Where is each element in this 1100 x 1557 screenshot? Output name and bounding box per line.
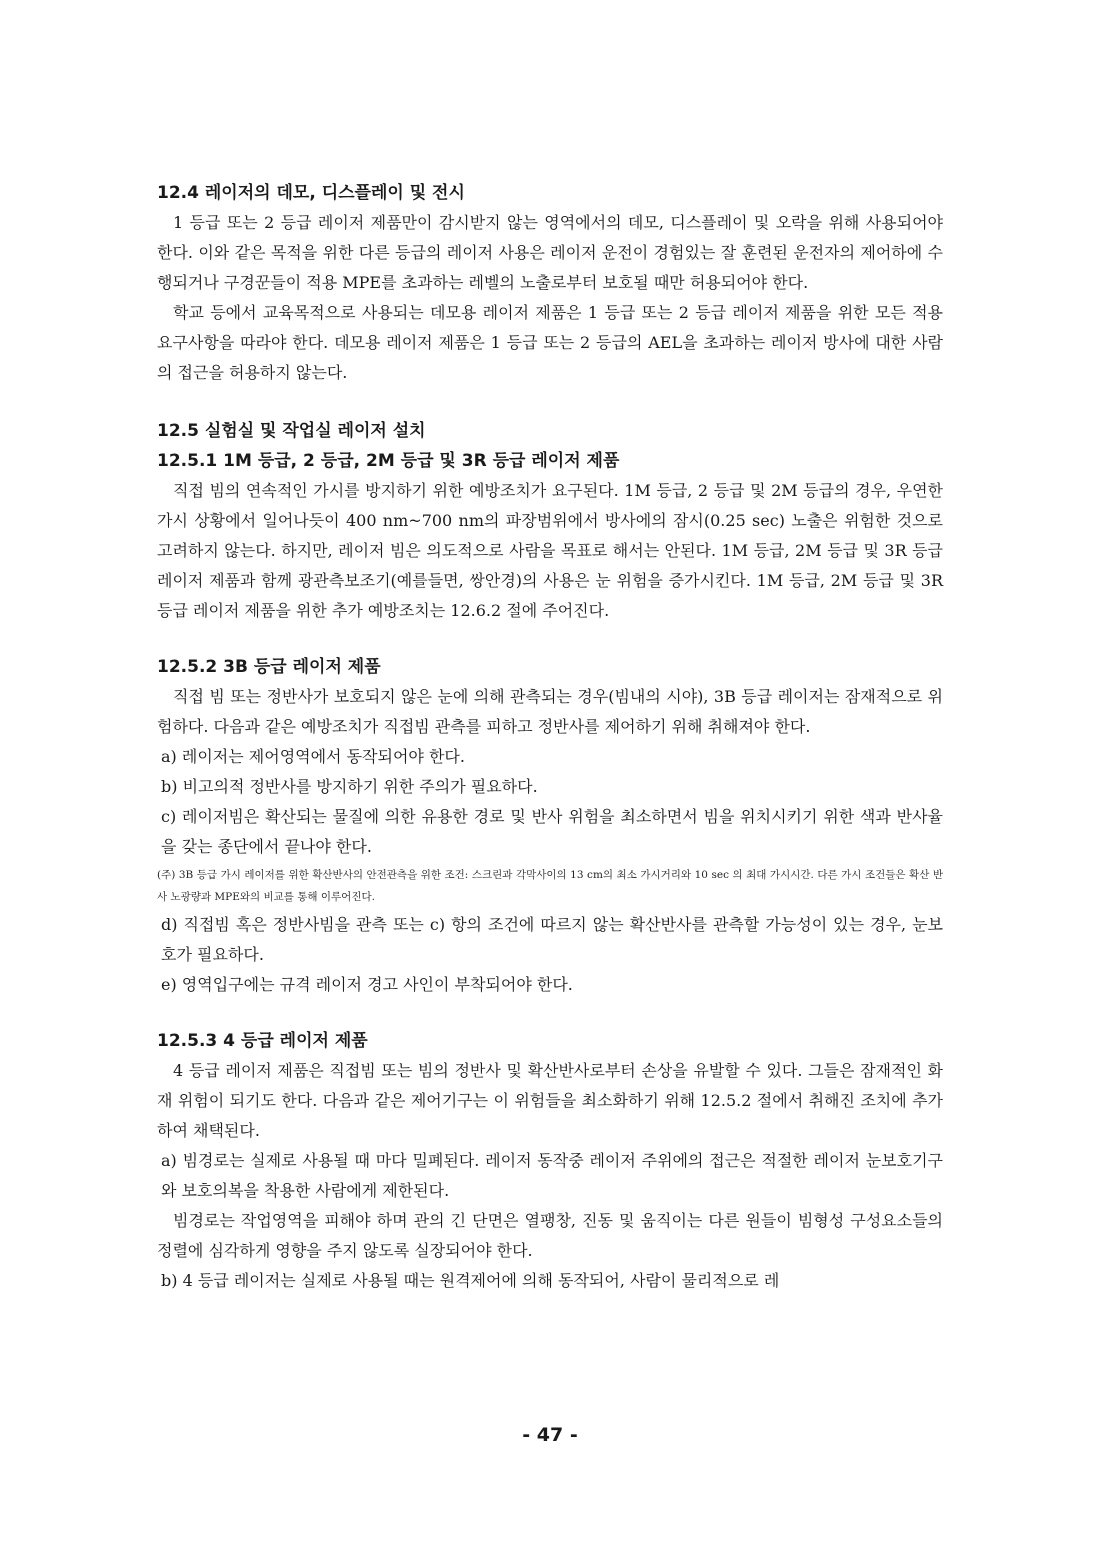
list-item: c) 레이저빔은 확산되는 물질에 의한 유용한 경로 및 반사 위험을 최소하면서 빔을 위치시키기 위한 색과 반사율을 갖는 종단에서 끝나야 한다. [161,807,943,856]
list-item: a) 레이저는 제어영역에서 동작되어야 한다. [161,747,465,766]
paragraph: 빔경로는 작업영역을 피해야 하며 관의 긴 단면은 열팽창, 진동 및 움직이는 다른 원들이 빔형성 구성요소들의 정렬에 심각하게 영향을 주지 않도록 실장되어야 한다. [157,1211,943,1260]
spacer [157,1000,943,1026]
document-body [157,178,943,1296]
list-item: b) 4 등급 레이저는 실제로 사용될 때는 원격제어에 의해 동작되어, 사람이 물리적으로 레 [161,1271,780,1290]
spacer [157,626,943,652]
list-item: d) 직접빔 혹은 정반사빔을 관측 또는 c) 항의 조건에 따르지 않는 확산반사를 관측할 가능성이 있는 경우, 눈보호가 필요하다. [161,915,943,964]
paragraph: 직접 빔 또는 정반사가 보호되지 않은 눈에 의해 관측되는 경우(빔내의 시야), 3B 등급 레이저는 잠재적으로 위험하다. 다음과 같은 예방조치가 직접빔 관측를 피하고 정반사를 제어하기 위해 취해져야 한다. [157,687,943,736]
paragraph: 학교 등에서 교육목적으로 사용되는 데모용 레이저 제품은 1 등급 또는 2 등급 레이저 제품을 위한 모든 적용 요구사항을 따라야 한다. 데모용 레이저 제품은 1 등급 또는 2 등급의 AEL을 초과하는 레이저 방사에 대한 사람의 접근을 허용하지 않는다. [157,303,943,382]
paragraph: 직접 빔의 연속적인 가시를 방지하기 위한 예방조치가 요구된다. 1M 등급, 2 등급 및 2M 등급의 경우, 우연한 가시 상황에서 일어나듯이 400 nm~700 nm의 파장범위에서 방사에의 잠시(0.25 sec) 노출은 위험한 것으로 고려하지 않는다. 하지만, 레이저 빔은 의도적으로 사람을 목표로 해서는 안된다. 1M 등급, 2M 등급 및 3R 등급 레이저 제품과 함께 광관측보조기(예를들면, 쌍안경)의 사용은 눈 위험을 증가시킨다. 1M 등급, 2M 등급 및 3R 등급 레이저 제품을 위한 추가 예방조치는 12.6.2 절에 주어진다. [157,481,943,620]
list-item: e) 영역입구에는 규격 레이저 경고 사인이 부착되어야 한다. [161,975,573,994]
paragraph: 4 등급 레이저 제품은 직접빔 또는 빔의 정반사 및 확산반사로부터 손상을 유발할 수 있다. 그들은 잠재적인 화재 위험이 되기도 한다. 다음과 같은 제어기구는 이 위험들을 최소화하기 위해 12.5.2 절에서 취해진 조치에 추가하여 채택된다. [157,1061,943,1140]
section-heading-12-5-3: 12.5.3 4 등급 레이저 제품 [157,1031,368,1051]
section-heading-12-5: 12.5 실험실 및 작업실 레이저 설치 [157,421,426,441]
section-heading-12-5-1: 12.5.1 1M 등급, 2 등급, 2M 등급 및 3R 등급 레이저 제품 [157,451,620,471]
page-number: - 47 - [522,1424,578,1446]
list-item: a) 빔경로는 실제로 사용될 때 마다 밀폐된다. 레이저 동작중 레이저 주위에의 접근은 적절한 레이저 눈보호기구와 보호의복을 착용한 사람에게 제한된다. [161,1151,943,1200]
note: (주) 3B 등급 가시 레이저를 위한 확산반사의 안전관측을 위한 조건: 스크린과 각막사이의 13 cm의 최소 가시거리와 10 sec 의 최대 가시시간. 다른 가시 조건들은 확산 반사 노광량과 MPE와의 비교를 통해 이루어진다. [157,869,943,903]
section-heading-12-4: 12.4 레이저의 데모, 디스플레이 및 전시 [157,183,465,203]
section-heading-12-5-2: 12.5.2 3B 등급 레이저 제품 [157,657,381,677]
spacer [157,388,943,416]
paragraph: 1 등급 또는 2 등급 레이저 제품만이 감시받지 않는 영역에서의 데모, 디스플레이 및 오락을 위해 사용되어야 한다. 이와 같은 목적을 위한 다른 등급의 레이저 사용은 레이저 운전이 경험있는 잘 훈련된 운전자의 제어하에 수행되거나 구경꾼들이 적용 MPE를 초과하는 레벨의 노출로부터 보호될 때만 허용되어야 한다. [157,213,943,292]
list-item: b) 비고의적 정반사를 방지하기 위한 주의가 필요하다. [161,777,538,796]
